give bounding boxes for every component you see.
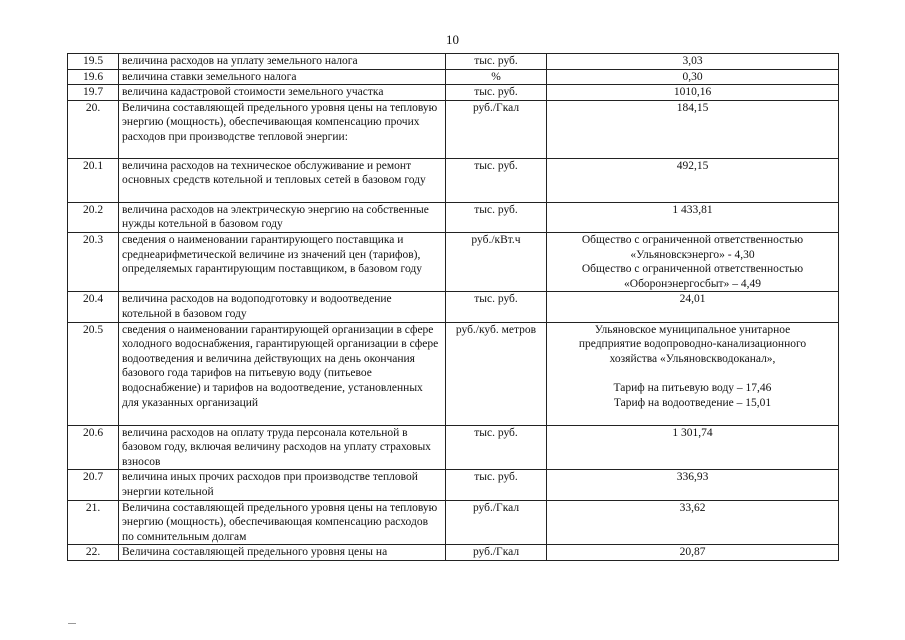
row-number: 19.7 [68, 85, 119, 101]
row-unit: тыс. руб. [446, 158, 547, 202]
table-row [68, 425, 839, 470]
row-value [547, 69, 839, 85]
row-value-line: 1 301,74 [672, 426, 713, 439]
row-value-line [550, 366, 835, 381]
table-row [68, 500, 839, 545]
row-value-line: предприятие водопроводно-канализационного [578, 338, 807, 351]
row-description: величина кадастровой стоимости земельного участка [119, 85, 446, 101]
row-value-line: 336,93 [676, 471, 709, 484]
table-row [68, 545, 839, 561]
row-value-line: «Оборонэнергосбыт» – 4,49 [624, 277, 761, 290]
row-number: 20.2 [68, 202, 119, 232]
row-description: величина расходов на водоподготовку и водоотведение котельной в базовом году [119, 292, 446, 322]
table-row [68, 322, 839, 425]
row-value-line: Общество с ограниченной ответственностью [581, 233, 804, 246]
row-description: величина иных прочих расходов при производстве тепловой энергии котельной [119, 470, 446, 500]
row-value-line: Тариф на водоотведение – 15,01 [613, 396, 772, 409]
row-number: 19.5 [68, 54, 119, 70]
row-value-line: «Ульяновскэнерго» - 4,30 [630, 248, 755, 261]
row-value [547, 470, 839, 500]
row-value-line: 1010,16 [673, 86, 712, 99]
table-row [68, 100, 839, 158]
table-row [68, 292, 839, 322]
row-number: 20. [68, 100, 119, 158]
table-row [68, 85, 839, 101]
row-value [547, 292, 839, 322]
row-description: величина расходов на техническое обслуживание и ремонт основных средств котельной и тепловых сетей в базовом году [119, 158, 446, 202]
table-row [68, 470, 839, 500]
row-unit: тыс. руб. [446, 470, 547, 500]
row-description: сведения о наименовании гарантирующей организации в сфере холодного водоснабжения, гарантирующей организации в сфере водоотведения и величина действующих на день окончания базового года тарифов на питьевую воду (питьевое водоснабжение) и тарифов на водоотведение, установленных для указанных организаций [119, 322, 446, 425]
row-value [547, 500, 839, 545]
row-description: величина ставки земельного налога [119, 69, 446, 85]
row-number: 20.4 [68, 292, 119, 322]
row-number: 22. [68, 545, 119, 561]
row-value [547, 85, 839, 101]
scan-mark [68, 623, 76, 624]
row-value [547, 54, 839, 70]
row-unit: руб./куб. метров [446, 322, 547, 425]
row-value-line: 0,30 [682, 70, 703, 83]
row-value-line: 20,87 [679, 546, 706, 559]
row-value-line: 24,01 [679, 293, 706, 306]
row-value [547, 100, 839, 158]
row-value [547, 425, 839, 470]
row-value-line: 33,62 [679, 501, 706, 514]
row-value-line: 1 433,81 [672, 203, 713, 216]
row-description: Величина составляющей предельного уровня цены на тепловую энергию (мощность), обеспечивающая компенсацию расходов по сомнительным долгам [119, 500, 446, 545]
row-unit: % [446, 69, 547, 85]
row-number: 20.5 [68, 322, 119, 425]
row-value-line: 492,15 [676, 159, 709, 172]
row-number: 20.1 [68, 158, 119, 202]
row-description: Величина составляющей предельного уровня цены на [119, 545, 446, 561]
row-unit: руб./кВт.ч [446, 232, 547, 291]
table-row [68, 232, 839, 291]
row-value [547, 322, 839, 425]
row-unit: руб./Гкал [446, 545, 547, 561]
row-number: 20.7 [68, 470, 119, 500]
row-unit: тыс. руб. [446, 54, 547, 70]
row-value [547, 545, 839, 561]
row-unit: тыс. руб. [446, 425, 547, 470]
row-unit: руб./Гкал [446, 100, 547, 158]
row-value-line: хозяйства «Ульяновскводоканал», [609, 352, 776, 365]
row-number: 20.3 [68, 232, 119, 291]
table-row [68, 69, 839, 85]
table-row [68, 54, 839, 70]
row-number: 21. [68, 500, 119, 545]
page-number: 10 [446, 32, 459, 47]
row-description: величина расходов на уплату земельного налога [119, 54, 446, 70]
table-row [68, 202, 839, 232]
row-value [547, 202, 839, 232]
row-unit: тыс. руб. [446, 292, 547, 322]
table-row [68, 158, 839, 202]
row-description: величина расходов на оплату труда персонала котельной в базовом году, включая величину расходов на уплату страховых взносов [119, 425, 446, 470]
row-value-line: 3,03 [682, 55, 703, 67]
tariff-table [67, 53, 839, 561]
row-value-line: Ульяновское муниципальное унитарное [594, 323, 791, 336]
row-description: Величина составляющей предельного уровня цены на тепловую энергию (мощность), обеспечивающая компенсацию прочих расходов при производстве тепловой энергии: [119, 100, 446, 158]
row-unit: руб./Гкал [446, 500, 547, 545]
row-value-line: 184,15 [676, 101, 709, 114]
row-unit: тыс. руб. [446, 202, 547, 232]
row-description: сведения о наименовании гарантирующего поставщика и среднеарифметической величине из значений цен (тарифов), определяемых гарантирующим поставщиком, в базовом году [119, 232, 446, 291]
row-value [547, 232, 839, 291]
row-unit: тыс. руб. [446, 85, 547, 101]
row-number: 19.6 [68, 69, 119, 85]
row-number: 20.6 [68, 425, 119, 470]
row-value [547, 158, 839, 202]
row-value-line: Тариф на питьевую воду – 17,46 [613, 381, 772, 394]
row-value-line: Общество с ограниченной ответственностью [581, 263, 804, 276]
row-description: величина расходов на электрическую энергию на собственные нужды котельной в базовом году [119, 202, 446, 232]
